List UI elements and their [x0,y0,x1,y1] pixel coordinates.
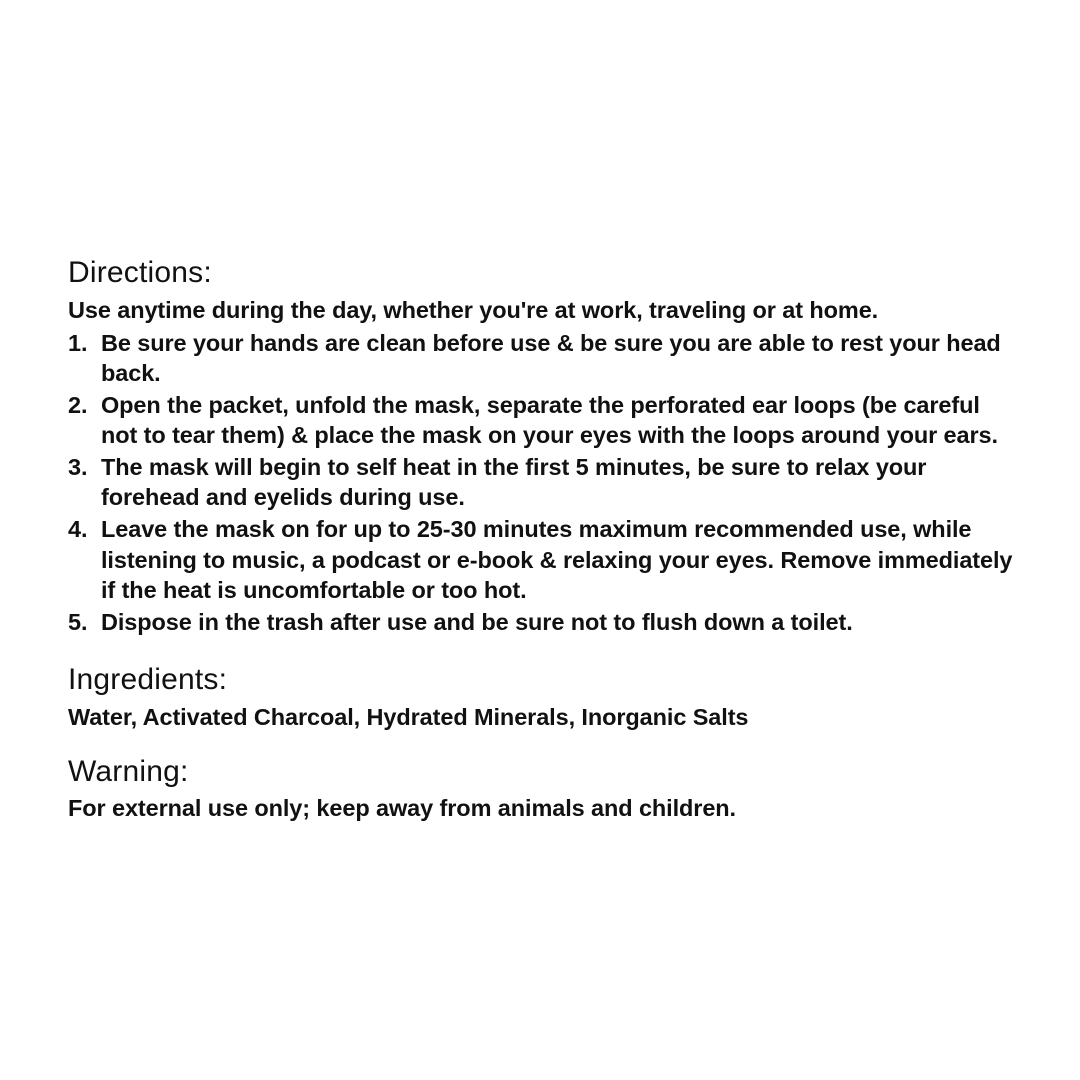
step-number: 3. [68,453,88,480]
step-number: 4. [68,516,88,543]
step-number: 1. [68,329,88,356]
step-text: The mask will begin to self heat in the first 5 minutes, be sure to relax your forehead and eyelids during use. [101,453,927,511]
step-text: Dispose in the trash after use and be sure not to flush down a toilet. [101,608,853,635]
directions-heading: Directions: [68,256,212,289]
step-number: 5. [68,608,88,635]
step-text: Be sure your hands are clean before use & be sure you are able to rest your head back. [101,329,1001,387]
ingredients-text: Water, Activated Charcoal, Hydrated Minerals, Inorganic Salts [68,703,749,730]
step-number: 2. [68,391,88,418]
directions-intro: Use anytime during the day, whether you're at work, traveling or at home. [68,296,879,323]
label-content [68,256,1018,825]
warning-heading: Warning: [68,754,189,788]
list-item [68,452,1018,513]
ingredients-heading: Ingredients: [68,663,228,697]
step-text: Open the packet, unfold the mask, separate the perforated ear loops (be careful not to tear them) & place the mask on your eyes with the loops around your ears. [101,391,998,449]
warning-text: For external use only; keep away from animals and children. [68,795,736,822]
list-item [68,390,1018,451]
directions-step-list [68,328,1018,637]
list-item [68,328,1018,389]
list-item [68,607,1018,638]
list-item [68,514,1018,606]
step-text: Leave the mask on for up to 25-30 minutes maximum recommended use, while listening to music, a podcast or e-book & relaxing your eyes. Remove immediately if the heat is uncomfortable or too hot. [101,516,1013,604]
